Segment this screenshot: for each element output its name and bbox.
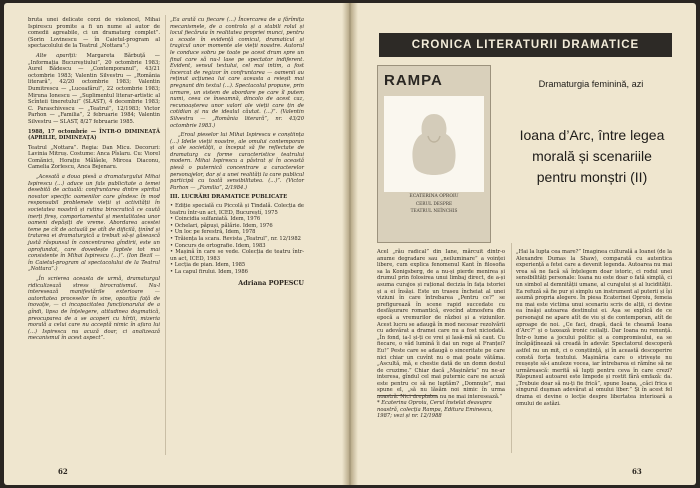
cover-subtitle-2: TEATRUL NEÎNCHIS bbox=[410, 209, 458, 214]
list-item: • Ediție specială cu Piccolă și Tindală. Colecția de teatru într-un act, ICED, Bucureștí, 1975 bbox=[170, 203, 304, 216]
article-kicker: Dramaturgia feminină, azi bbox=[538, 79, 644, 89]
other-works-label: Alte apariții: bbox=[36, 52, 77, 59]
cover-photo bbox=[384, 96, 484, 192]
section-heading: III. LUCRĂRI DRAMATICE PUBLICATE bbox=[170, 194, 288, 201]
title-line: Ioana d’Arc, între legea bbox=[519, 127, 665, 143]
cover-subtitle-1: CERUL DESPRE bbox=[415, 202, 453, 207]
article-body-2: „Hai la lupta cea mare?” Imaginea culturală a Ioanei (de la Alexandre Dumas la Shaw), comparată cu autentica experiență a fetei care a devenit legenda. Autoarea nu mai vrea să ne facă să înțelegem doar istoric, ci rodul unei sensibilități personale: Ioana nu este doar o fată simplă, ci un simbol al demnității umane, al curajului și al lucidității. Ea refuză să fie pur și simplu un instrument al puterii și își asumă propria alegere. În piesa Ecaterinei Oproiu, femeia nu mai este victima unui scenariu scris de alții, ci devine ea însăși autoarea destinului ei. Așa se explică de ce personajul ne apare atît de viu și de contemporan, atît de aproape de noi. „Ce faci, dragă, dacă te cheamă Ioana d’Arc?” și o taxează ironic ceilalți. Dar Ioana nu renunță. Într-o lume a jocului politic și a compromisului, ea se încăpățînează să creadă în adevăr. Spectatorul descoperă astfel nu un mit, ci o conștiință, și în această descoperire constă forța textului. Mașinăria care o strivește nu reușește să-i anuleze vocea, iar întrebarea ei rămîne să ne urmărească: merită să lupți pentru ceva în care crezi? Răspunsul autoarei este limpede și rostit fără emfază: da. „Trebuie doar să nu-ți fie frică”, spune Ioana, „căci frica e singurul dușman adevărat al omului liber.” Și în acest fel drama ei devine o lecție despre libertatea interioară a omului de astăzi. bbox=[516, 249, 672, 407]
play-details: Teatrul „Nottara”. Regia: Dan Micu. Decoruri: Lavinia Mitruș. Costume: Anca Pîslaru. Cu: Viorel Comănici, Horațiu Mălăele, Mircea Diaconu, Camelia Zorlescu, Anca Bejenaru. bbox=[28, 144, 160, 171]
article-title bbox=[494, 125, 690, 188]
list-item: • Lecția de pian. Idem, 1985 bbox=[170, 262, 246, 269]
page-number-right: 63 bbox=[632, 467, 642, 476]
article-body-1: Acel „rău radical” din Iane, mărcuit dintr-o anume degradare sau „neiluminare” a voinței libere, cum explica fenomenul Kant în filosofia sa la Konigsberg, de a nu-și pierde menirea și drumul prin folosirea unui limbaj direct, de a-și asuma curajos și rațional decizia în fața istoriei și a ei însăși. Este un traseu încheiat al unei viziuni în care întrebarea „Pentru ce?” se prefigurează în scene rapid succedate cu desfășurare romantică, evocînd atmosfera din epocă a vremurilor de război și a viziunilor. Acest lucru se adaugă în mod necesar rezolvării cu adevărat a dramei care nu a fost niciodată. „În fond, ia-l și-ți ce vrei și lasă-mă să caut. Cu fiecare, o văd lumină îi dai un rege al Franței? Eu!” Peste care se adaugă o sinceritate pe care nici chiar un cuvînt nu o mai poate vătăma. „Ascultă, mă, e chestie dată de un domn destul de cruzime.” Chiar dacă „Mașinăria” nu ne-ar interesa, gîndul cel mai puternic care ne acuză este pentru ce să ne luptăm? „Domnule”, mai spune el, „să nu lăsăm noi nimic în urma noastră. Nici dreptatea nu ne mai interesează.” bbox=[377, 249, 505, 401]
footnote-rule bbox=[377, 395, 437, 396]
left-page bbox=[4, 3, 348, 485]
published-works-list bbox=[170, 203, 304, 276]
column-divider bbox=[511, 243, 512, 453]
list-item: • Ochelari, păpuși, pălărie. Idem, 1976 bbox=[170, 222, 273, 229]
book-cover-image bbox=[377, 65, 491, 243]
cover-author: ECATERINA OPROIU bbox=[409, 194, 459, 199]
other-works-text: Margareta Bărbuță — „Informația Bucureștiului”, 20 octombrie 1983; Aurel Bădescu — „Contemporanul”, 43/21 octombrie 1983; Valentin Silvestru — „România literară”, 42/20 octombrie 1983; Valentin Dumitrescu — „Luceafărul”, 22 octombrie 1983; Miruna Ionescu — „Suplimentul literar-artistic al Scînteii tineretului” (SLAST), 4 decembrie 1983; C. Paraschivescu — „Teatrul”, 12/1983; Victor Parhon — „Familia”, 2 februarie 1984; Valentin Silvestru — SLAST, 8/27 februarie 1985. bbox=[28, 52, 160, 125]
list-item: • Coincidia sulfaniată. Idem, 1976 bbox=[170, 216, 261, 223]
list-item: • Mașină în care se vede. Colecția de teatru într-un act, ICED, 1983 bbox=[170, 249, 304, 262]
column-divider bbox=[165, 15, 166, 455]
right-page bbox=[354, 3, 696, 485]
intro-text: bruta unei delicate corzi de violoncel, Mihai Ispirescu promite a fi un nume al autor de comedii agreabile, ci un dramaturg complet”. (Sorin Lovinescu — în Caietul-program al spectacolului de la Teatrul „Nottara”.) bbox=[28, 17, 160, 50]
right-column-1 bbox=[377, 249, 505, 401]
list-item: • La capul firului. Idem, 1986 bbox=[170, 268, 248, 275]
list-item: • Trăiența la scara. Revista „Teatrul”, nr. 12/1982 bbox=[170, 236, 301, 242]
page-number-left: 62 bbox=[58, 467, 68, 476]
play-heading: 1988, 17 octombrie — ÎNTR-O DIMINEAȚĂ (APRILIE, DIMINEAȚA) bbox=[28, 128, 160, 142]
quote-2: „În scrierea aceasta de urmă, dramaturgul ridiculizează stress birocratismul. Nu-l interesează manifestările exterioare — autoritatea proceselor în sine, opoziția față de inovație, — ci incapacitatea funcționarului de a gîndi, lipsa de înțelegere, atitudinea dogmatică, preocuparea de a se acoperi cu hîrtii, mizeria morală a celui care nu acceptă nimic în afara lui (...) Ispirescu nu acuză doar, ci analizează mecanismul în acest aspect”. bbox=[28, 275, 160, 342]
quote-3: „Ea arată cu fiecare (...) Încercarea de a fărîmița mecanismele, de a controla și a stabili rolul și locul fiecăruia în realitatea propriei munci, pentru a scoate în evidență comicul, dramaticul și tragicul unor momente ale vieții noastre. Autorul le conduce sobru pe toate pe acest drum spre un final care să nu-l lase pe spectator indiferent. Evident, sensul textului, cel mai intim, a fost încercat de regizor în confruntarea — oamenii au reținut acțiunea lui care aceasta a reieșit mai pregnant din textul (...). Spectacolul propune, prin urmare, un sistem de abordare pe care îl putem numi, ceea ce înseamnă, dincolo de acest caz, recunoașterea unor valori ale vieții care țin de cotidian și nu de idealul căutat. (...)”. (Valentin Silvestru — „România literară”, nr. 43/20 octombrie 1983.) bbox=[170, 17, 304, 129]
list-item: • Concurs de ortografie. Idem, 1983 bbox=[170, 242, 266, 249]
author-signature: Adriana POPESCU bbox=[238, 278, 304, 287]
section-banner: CRONICA LITERATURII DRAMATICE bbox=[379, 33, 672, 57]
title-line: pentru monștri (II) bbox=[536, 169, 648, 185]
left-column-1 bbox=[28, 17, 160, 457]
title-line: morală și scenariile bbox=[532, 148, 652, 164]
quote-4: „Eroul pieselor lui Mihai Ispirescu e conștiința (...) Ideile vieții noastre, ale omului contemporan și ale societății, a început să fie reflectate de dramaturg cu forme caracteristice teatrului modern. Mihai Ispirescu a păstrat și în această piesă o puternică concentrare a caracterelor personajelor, dar și a unei realități la care publicul participă cu toată sensibilitatea. (...)”. (Victor Parhon — „Familia”, 2/1984.) bbox=[170, 132, 304, 191]
list-item: • Un loc pe ferestră, Idem, 1978 bbox=[170, 229, 256, 236]
left-column-2 bbox=[170, 17, 304, 457]
footnote: * Ecaterina Oproiu, Cerul înstelat deasupra noastră, colecția Rampa, Editura Eminescu, 1987; vezi și nr. 12/1988 bbox=[377, 400, 493, 420]
right-column-2 bbox=[516, 249, 672, 459]
quote-1: „Acesată a doua piesă a dramaturgului Mihai Ispirescu (...) aduce un fals publicitate a temei desebită de actuală: confruntarea dintre spiritul novator specific oamenilor care gîndesc în mod responsabil problemele vieții și activității în societatea noastră și rutina birocratică ce caută inerți fireș, comportamentul și mentalitatea unor oameni depășiți de vreme. Abordarea acestei teme pe cît de actuală pe atît de dificilă, ținînd și tratarea ei dramaturgică a trebuit să-și găsească justă răspunsul în concentrarea gîndirii, este un aprofundat, care dovedește faptele tot mai consistente în Mihai Ispirescu (...)”. (Ion Bezil — în Caietul-program al spectacolului de la Teatrul „Nottara”.) bbox=[28, 174, 160, 273]
magazine-spread bbox=[4, 3, 696, 485]
cover-masthead: RAMPA bbox=[384, 72, 443, 89]
